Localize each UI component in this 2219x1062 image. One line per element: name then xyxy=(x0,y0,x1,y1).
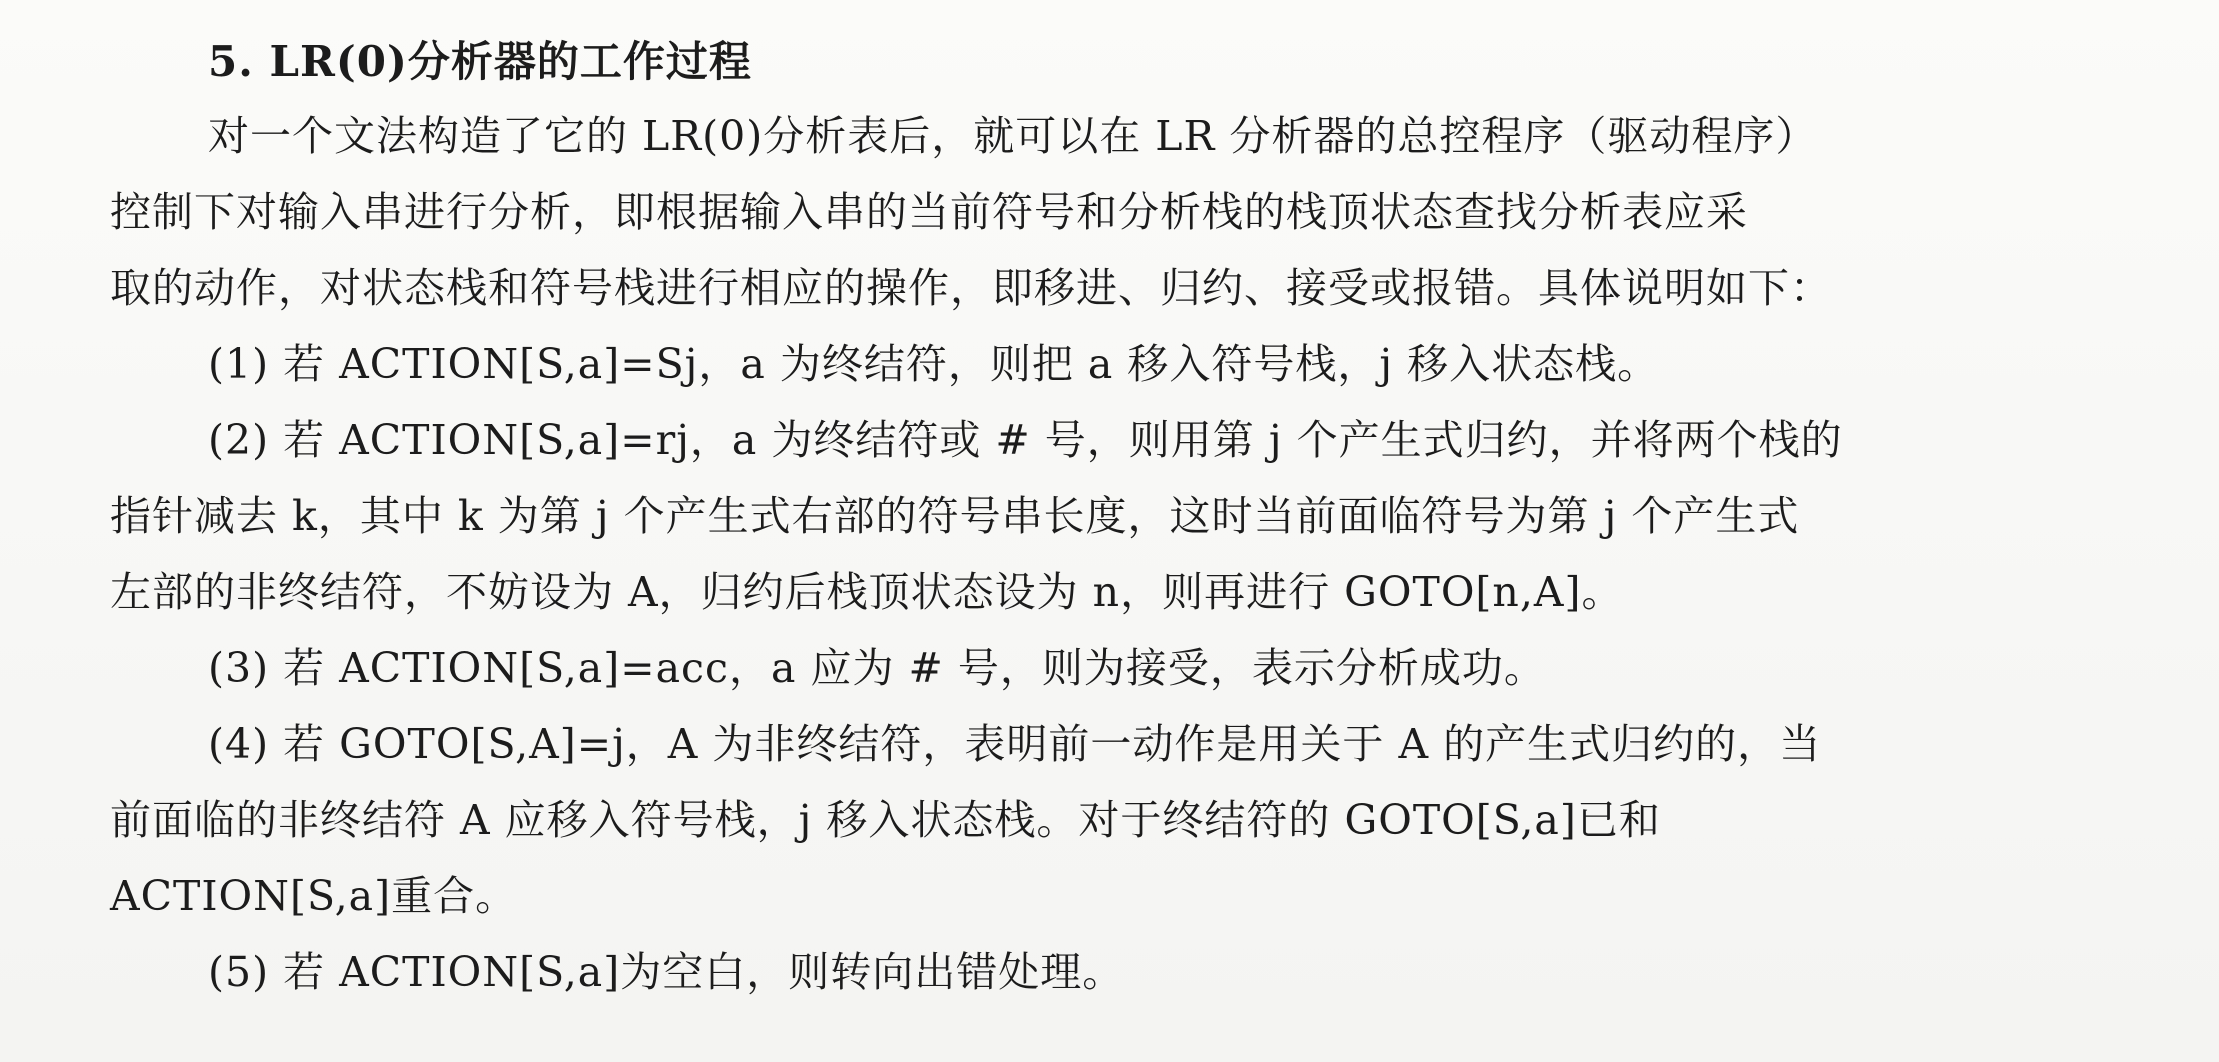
rule-item-5: (5) 若 ACTION[S,a]为空白，则转向出错处理。 xyxy=(208,948,1125,996)
rule-item-2-continuation: 左部的非终结符，不妨设为 A，归约后栈顶状态设为 n，则再进行 GOTO[n,A]。 xyxy=(110,568,1624,616)
rule-item-1: (1) 若 ACTION[S,a]=Sj，a 为终结符，则把 a 移入符号栈，j 移入状态栈。 xyxy=(208,340,1660,388)
rule-item-3: (3) 若 ACTION[S,a]=acc，a 应为 # 号，则为接受，表示分析成功。 xyxy=(208,644,1546,692)
rule-item-4-continuation: 前面临的非终结符 A 应移入符号栈，j 移入状态栈。对于终结符的 GOTO[S,a]已和 xyxy=(110,796,1661,844)
rule-item-2: (2) 若 ACTION[S,a]=rj，a 为终结符或 # 号，则用第 j 个产生式归约，并将两个栈的 xyxy=(208,416,1843,464)
paragraph-line: 取的动作，对状态栈和符号栈进行相应的操作，即移进、归约、接受或报错。具体说明如下： xyxy=(110,264,1832,312)
rule-item-2-continuation: 指针减去 k，其中 k 为第 j 个产生式右部的符号串长度，这时当前面临符号为第 j 个产生式 xyxy=(110,492,1800,540)
section-heading: 5. LR(0)分析器的工作过程 xyxy=(208,37,752,86)
paragraph-line: 控制下对输入串进行分析，即根据输入串的当前符号和分析栈的栈顶状态查找分析表应采 xyxy=(110,188,1748,236)
rule-item-4: (4) 若 GOTO[S,A]=j，A 为非终结符，表明前一动作是用关于 A 的产生式归约的，当 xyxy=(208,720,1822,768)
paragraph-line: 对一个文法构造了它的 LR(0)分析表后，就可以在 LR 分析器的总控程序（驱动程序） xyxy=(208,112,1818,160)
rule-item-4-continuation: ACTION[S,a]重合。 xyxy=(110,872,518,920)
